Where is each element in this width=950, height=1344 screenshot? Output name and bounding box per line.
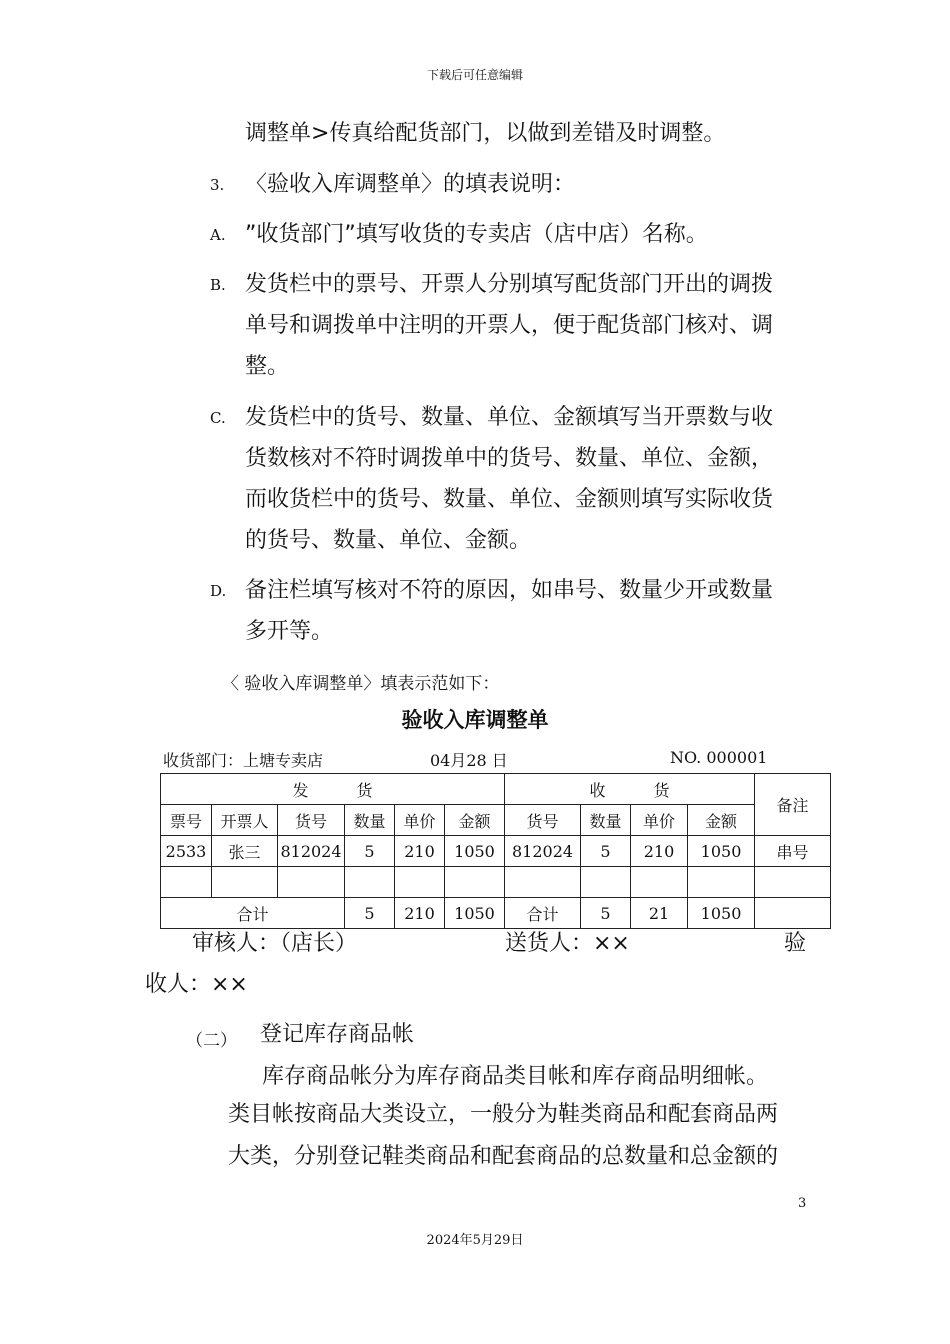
list-marker: B. [210, 276, 226, 294]
list-item-text: 〈验收入库调整单〉的填表说明： [245, 172, 576, 197]
column-header: 票号 [161, 805, 212, 836]
table-cell: 张三 [212, 836, 278, 867]
table-cell [161, 867, 212, 898]
table-cell: 210 [395, 836, 445, 867]
table-cell: 5 [345, 898, 395, 929]
table-cell: 2533 [161, 836, 212, 867]
list-marker: C. [210, 409, 226, 427]
paragraph-line: 库存商品帐分为库存商品类目帐和库存商品明细帐。 [262, 1064, 769, 1089]
list-marker: D. [210, 582, 227, 600]
list-item-text: 备注栏填写核对不符的原因，如串号、数量少开或数量 [245, 578, 774, 603]
table-cell [505, 867, 581, 898]
table-cell: 210 [631, 836, 688, 867]
paragraph-line: 调整单>传真给配货部门，以做到差错及时调整。 [245, 121, 726, 146]
remark-header: 备注 [755, 774, 831, 836]
paragraph-line: 类目帐按商品大类设立，一般分为鞋类商品和配套商品两 [228, 1102, 779, 1127]
list-item-text: 多开等。 [245, 619, 334, 644]
list-item-text: 单号和调拨单中注明的开票人，便于配货部门核对、调 [245, 313, 774, 338]
table-cell [755, 898, 831, 929]
column-header: 数量 [345, 805, 395, 836]
table-cell: 5 [345, 836, 395, 867]
table-cell [212, 867, 278, 898]
table-cell [755, 867, 831, 898]
form-title: 验收入库调整单 [401, 708, 549, 732]
form-number: NO. 000001 [670, 748, 768, 767]
example-intro: 〈 验收入库调整单〉填表示范如下： [222, 674, 500, 694]
list-marker: 3. [210, 176, 225, 194]
table-cell: 812024 [278, 836, 345, 867]
table-cell: 1050 [688, 898, 755, 929]
form-date: 04月28 日 [430, 751, 508, 770]
table-cell [631, 867, 688, 898]
table-row-empty [161, 867, 831, 898]
table-cell [395, 867, 445, 898]
column-header: 数量 [581, 805, 631, 836]
list-item-text: 的货号、数量、单位、金额。 [245, 528, 532, 553]
table-cell: 串号 [755, 836, 831, 867]
table-group-header-row [161, 774, 831, 805]
list-marker: A. [210, 226, 226, 244]
list-item-text: 发货栏中的票号、开票人分别填写配货部门开出的调拨 [245, 272, 774, 297]
total-label-send: 合计 [161, 898, 345, 929]
table-cell [278, 867, 345, 898]
table-cell: 5 [581, 836, 631, 867]
table-cell: 210 [395, 898, 445, 929]
signature-reviewer: 审核人：（店长） [192, 931, 358, 956]
signature-deliverer: 送货人：×× [505, 931, 630, 956]
column-header: 单价 [395, 805, 445, 836]
page-number: 3 [798, 1196, 807, 1211]
list-item-text: 发货栏中的货号、数量、单位、金额填写当开票数与收 [245, 405, 774, 430]
table-cell: 5 [581, 898, 631, 929]
signature-receiver-start: 验 [784, 931, 807, 956]
adjustment-table [160, 773, 831, 929]
list-item-text: 整。 [245, 354, 290, 379]
list-item-text: 货数核对不符时调拨单中的货号、数量、单位、金额， [245, 446, 774, 471]
column-header: 单价 [631, 805, 688, 836]
section-heading: 登记库存商品帐 [260, 1022, 415, 1047]
table-cell: 1050 [445, 898, 505, 929]
column-header: 金额 [445, 805, 505, 836]
table-cell [581, 867, 631, 898]
section-marker: （二） [186, 1031, 237, 1051]
table-cell: 21 [631, 898, 688, 929]
column-header: 货号 [505, 805, 581, 836]
column-header: 货号 [278, 805, 345, 836]
page-header: 下载后可任意编辑 [426, 68, 523, 82]
footer-date: 2024年5月29日 [426, 1233, 524, 1248]
paragraph-line: 大类，分别登记鞋类商品和配套商品的总数量和总金额的 [228, 1144, 779, 1169]
list-item-text: ”收货部门”填写收货的专卖店（店中店）名称。 [245, 222, 708, 247]
signature-receiver-end: 收人：×× [145, 972, 248, 997]
table-cell [445, 867, 505, 898]
list-item-text: 而收货栏中的货号、数量、单位、金额则填写实际收货 [245, 487, 774, 512]
receiving-department: 收货部门：上塘专卖店 [163, 751, 324, 770]
group-header-send: 发 货 [161, 774, 505, 805]
table-row [161, 836, 831, 867]
table-cell [345, 867, 395, 898]
total-label-receive: 合计 [505, 898, 581, 929]
table-cell [688, 867, 755, 898]
group-header-receive: 收 货 [505, 774, 755, 805]
table-header-row [161, 805, 831, 836]
table-cell: 812024 [505, 836, 581, 867]
table-cell: 1050 [688, 836, 755, 867]
table-total-row [161, 898, 831, 929]
column-header: 开票人 [212, 805, 278, 836]
column-header: 金额 [688, 805, 755, 836]
table-cell: 1050 [445, 836, 505, 867]
